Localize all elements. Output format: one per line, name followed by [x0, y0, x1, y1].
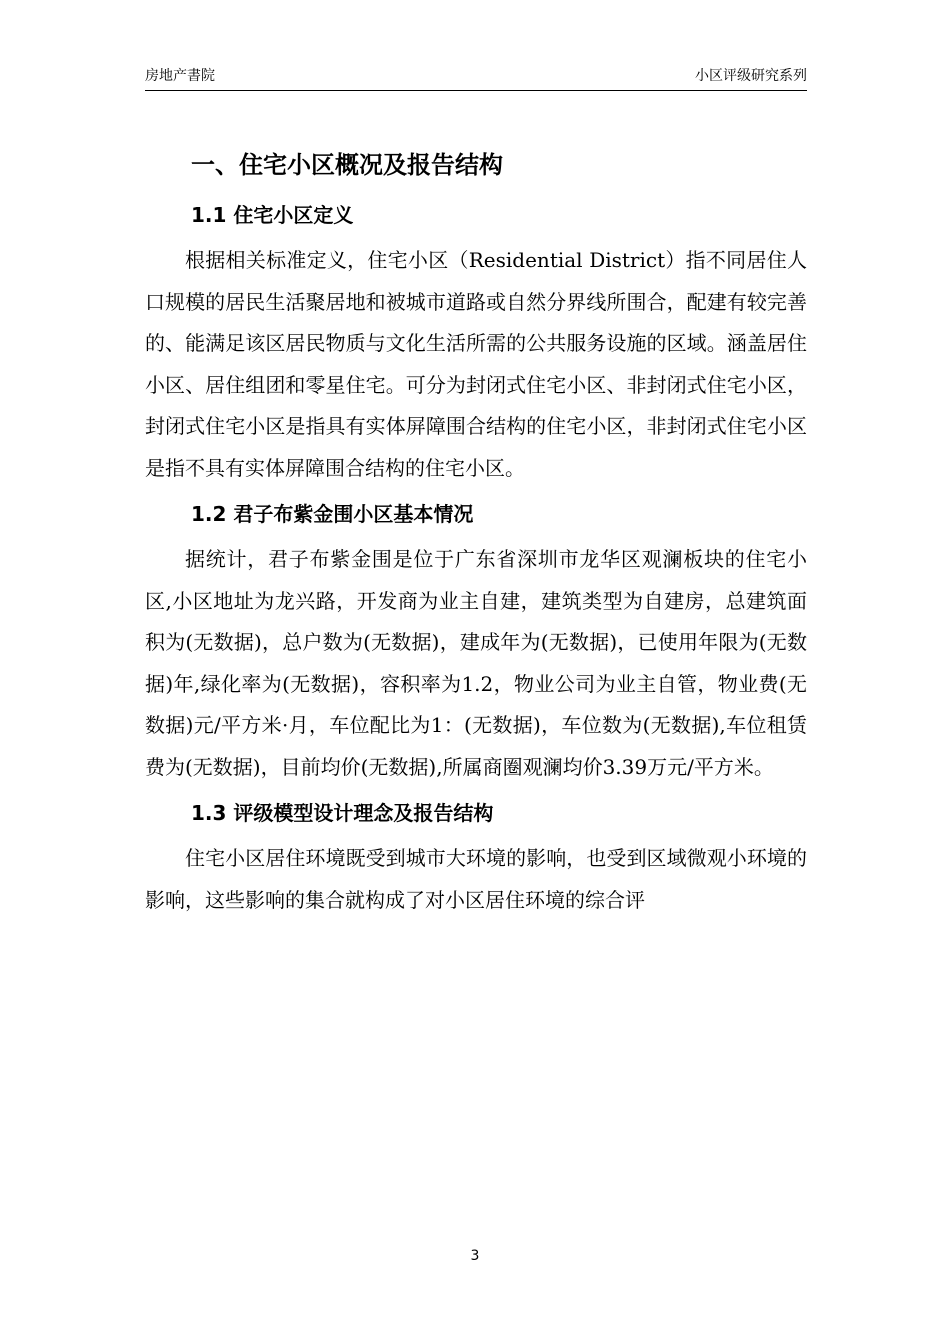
section-heading-1-1: 1.1 住宅小区定义 — [191, 203, 354, 227]
section-paragraph-1-3: 住宅小区居住环境既受到城市大环境的影响，也受到区域微观小环境的影响，这些影响的集合就构成了对小区居住环境的综合评 — [145, 846, 807, 912]
section-heading-1-3: 1.3 评级模型设计理念及报告结构 — [191, 801, 494, 825]
header-right-text: 小区评级研究系列 — [695, 68, 807, 84]
section-heading-1-2: 1.2 君子布紫金围小区基本情况 — [191, 502, 474, 526]
chapter-title: 一、住宅小区概况及报告结构 — [191, 151, 503, 179]
section-paragraph-1-1: 根据相关标准定义，住宅小区（Residential District）指不同居住人口规模的居民生活聚居地和被城市道路或自然分界线所围合，配建有较完善的、能满足该区居民物质与文化生活所需的公共服务设施的区域。涵盖居住小区、居住组团和零星住宅。可分为封闭式住宅小区、非封闭式住宅小区，封闭式住宅小区是指具有实体屏障围合结构的住宅小区，非封闭式住宅小区是指不具有实体屏障围合结构的住宅小区。 — [145, 248, 807, 480]
page-number: 3 — [470, 1248, 480, 1264]
page-header — [145, 66, 807, 91]
section-paragraph-1-2: 据统计，君子布紫金围是位于广东省深圳市龙华区观澜板块的住宅小区,小区地址为龙兴路，开发商为业主自建，建筑类型为自建房，总建筑面积为(无数据)，总户数为(无数据)，建成年为(无数据)，已使用年限为(无数据)年,绿化率为(无数据)，容积率为1.2，物业公司为业主自管，物业费(无数据)元/平方米·月，车位配比为1：(无数据)，车位数为(无数据),车位租赁费为(无数据)，目前均价(无数据),所属商圈观澜均价3.39万元/平方米。 — [145, 547, 807, 779]
header-left-text: 房地产書院 — [145, 68, 215, 84]
document-body — [145, 140, 807, 921]
